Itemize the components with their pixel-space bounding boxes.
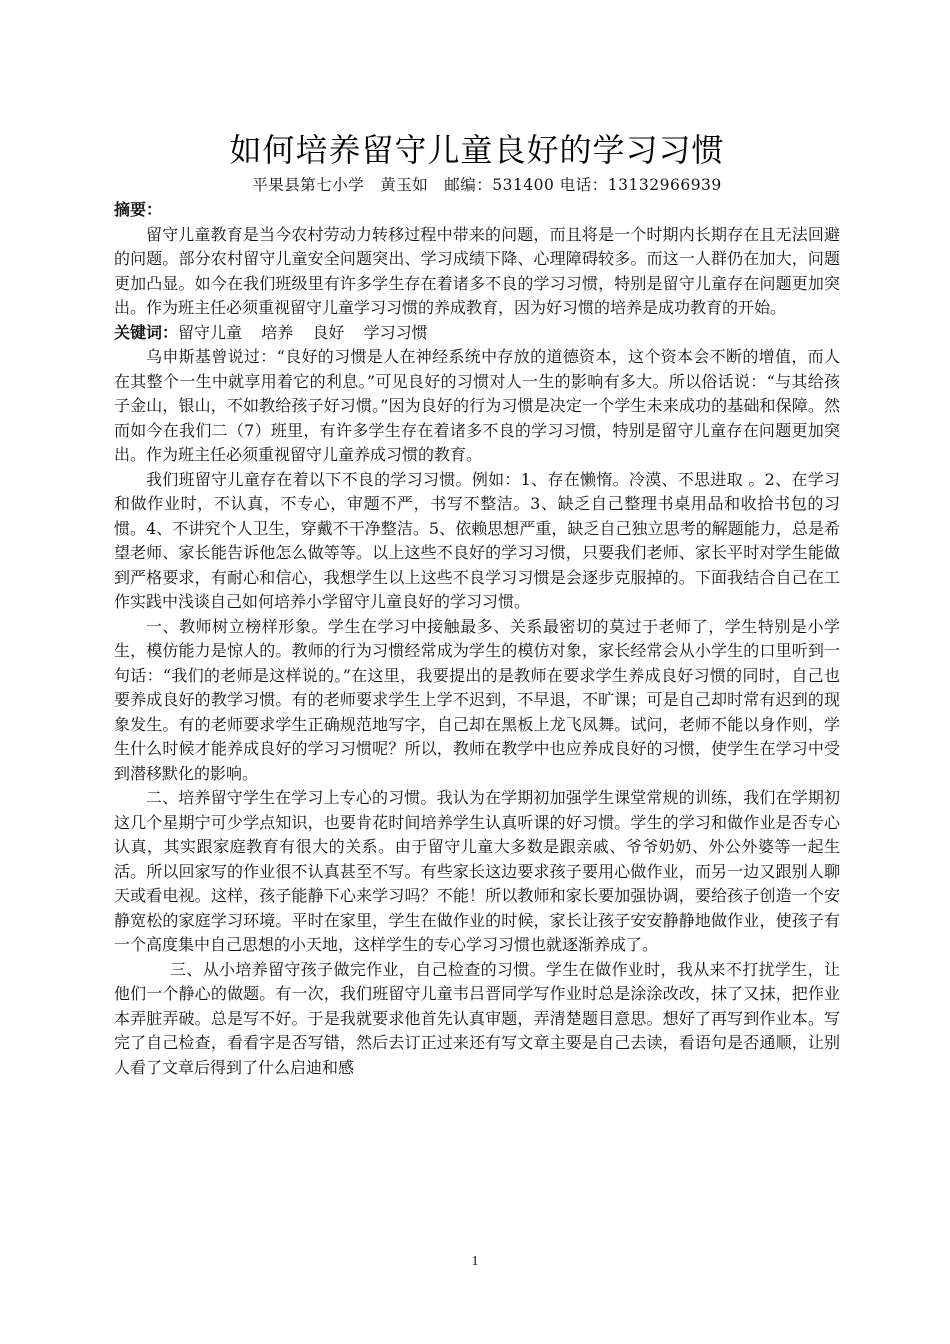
document-title: 如何培养留守儿童良好的学习习惯: [229, 131, 725, 169]
page-number: 1: [471, 1254, 479, 1269]
body-paragraph: 一、教师树立榜样形象。学生在学习中接触最多、关系最密切的莫过于老师了，学生特别是小学生，模仿能力是惊人的。教师的行为习惯经常成为学生的模仿对象，家长经常会从小学生的口里听到一句话：“我们的老师是这样说的。”在这里，我要提出的是教师在要求学生养成良好习惯的同时，自己也要养成良好的教学习惯。有的老师要求学生上学不迟到，不早退，不旷课；可是自己却时常有迟到的现象发生。有的老师要求学生正确规范地写字，自己却在黑板上龙飞凤舞。试问，老师不能以身作则，学生什么时候才能养成良好的学习习惯呢？所以，教师在教学中也应养成良好的习惯，使学生在学习中受到潜移默化的影响。: [114, 616, 840, 783]
keywords-label: 关键词：: [114, 322, 179, 342]
keywords-line: [114, 321, 840, 346]
body-paragraph: 我们班留守儿童存在着以下不良的学习习惯。例如：1、存在懒惰。冷漠、不思进取 。2、在学习和做作业时，不认真，不专心，审题不严，书写不整洁。3、缺乏自己整理书桌用品和收拾书包的习惯。4、不讲究个人卫生，穿戴不干净整洁。5、依赖思想严重，缺乏自己独立思考的解题能力，总是希望老师、家长能告诉他怎么做等等。以上这些不良好的学习习惯，只要我们老师、家长平时对学生能做到严格要求，有耐心和信心，我想学生以上这些不良学习习惯是会逐步克服掉的。下面我结合自己在工作实践中浅谈自己如何培养小学留守儿童良好的学习习惯。: [114, 469, 840, 611]
author-byline: 平果县第七小学 黄玉如 邮编：531400 电话：13132966939: [252, 176, 722, 194]
keyword: 学习习惯: [363, 322, 428, 342]
abstract-label: 摘要：: [114, 200, 163, 219]
keyword: 良好: [312, 322, 345, 342]
body-paragraph: 二、培养留守学生在学习上专心的习惯。我认为在学期初加强学生课堂常规的训练，我们在学期初这几个星期宁可少学点知识，也要肯花时间培养学生认真听课的好习惯。学生的学习和做作业是否专心认真，其实跟家庭教育有很大的关系。由于留守儿童大多数是跟亲戚、爷爷奶奶、外公外婆等一起生活。所以回家写的作业很不认真甚至不写。有些家长这边要求孩子要用心做作业，而另一边又跟别人聊天或看电视。这样，孩子能静下心来学习吗？不能！所以教师和家长要加强协调，要给孩子创造一个安静宽松的家庭学习环境。平时在家里，学生在做作业的时候，家长让孩子安安静静地做作业，使孩子有一个高度集中自己思想的小天地，这样学生的专心学习习惯也就逐渐养成了。: [114, 788, 840, 954]
body-paragraph: 三、从小培养留守孩子做完作业，自己检查的习惯。学生在做作业时，我从来不打扰学生，让他们一个静心的做题。有一次，我们班留守儿童韦吕晋同学写作业时总是涂涂改改，抹了又抹，把作业本弄脏弄破。总是写不好。于是我就要求他首先认真审题，弄清楚题目意思。想好了再写到作业本。写完了自己检查，看看字是否写错，然后去订正过来还有写文章主要是自己去读，看语句是否通顺，让别人看了文章后得到了什么启迪和感: [114, 959, 840, 1077]
keyword: 培养: [261, 322, 294, 342]
body-paragraph: 乌申斯基曾说过：“良好的习惯是人在神经系统中存放的道德资本，这个资本会不断的增值，而人在其整个一生中就享用着它的利息。”可见良好的习惯对人一生的影响有多大。所以俗话说：“与其给孩子金山，银山，不如教给孩子好习惯。”因为良好的行为习惯是决定一个学生未来成功的基础和保障。然而如今在我们二（7）班里，有许多学生存在着诸多不良的学习习惯，特别是留守儿童存在问题更加突出。作为班主任必须重视留守儿童养成习惯的教育。: [114, 347, 840, 464]
abstract-text: 留守儿童教育是当今农村劳动力转移过程中带来的问题，而且将是一个时期内长期存在且无法回避的问题。部分农村留守儿童安全问题突出、学习成绩下降、心理障碍较多。而这一人群仍在加大，问题更加凸显。如今在我们班级里有许多学生存在着诸多不良的学习习惯，特别是留守儿童存在问题更加突出。作为班主任必须重视留守儿童学习习惯的养成教育，因为好习惯的培养是成功教育的开始。: [114, 224, 840, 317]
keyword: 留守儿童: [178, 322, 243, 342]
